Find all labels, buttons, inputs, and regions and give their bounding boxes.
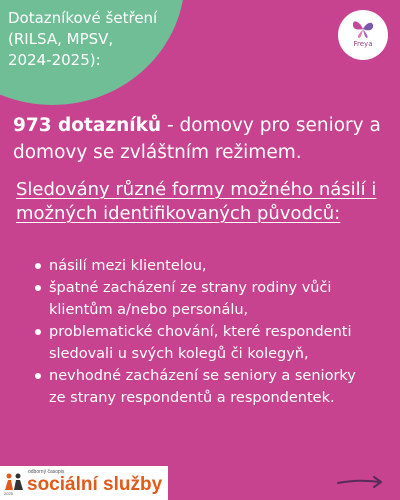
survey-source-label: Dotazníkové šetření (RILSA, MPSV, 2024-2025): [8, 9, 158, 69]
list-item: problematické chování, které respondenti sledovali u svých kolegů či kolegyň, [30, 321, 375, 365]
violence-forms-list [30, 255, 375, 409]
list-item: špatné zacházení ze strany rodiny vůči klientům a/nebo personálu, [30, 277, 375, 321]
arrow-right-icon[interactable] [336, 474, 384, 490]
people-icon [4, 473, 24, 491]
butterfly-icon [350, 18, 376, 40]
headline [13, 112, 393, 166]
list-item: násilí mezi klientelou, [30, 255, 375, 277]
partner-year: 2025 [4, 491, 13, 496]
list-item: nevhodné zacházení se seniory a seniorky ze strany respondentů a respondentek. [30, 365, 375, 409]
partner-logo [0, 466, 168, 500]
headline-count: 973 dotazníků [13, 115, 162, 136]
partner-name: sociální služby [27, 474, 163, 495]
subheading: Sledovány různé formy možného násilí i možných identifikovaných původců: [16, 179, 377, 224]
brand-logo-text: Freya [353, 40, 373, 48]
brand-logo [338, 10, 388, 60]
partner-kicker: odborný časopis [28, 469, 65, 475]
headline-description: - domovy pro seniory a domovy se zvláštním režimem. [13, 115, 381, 163]
